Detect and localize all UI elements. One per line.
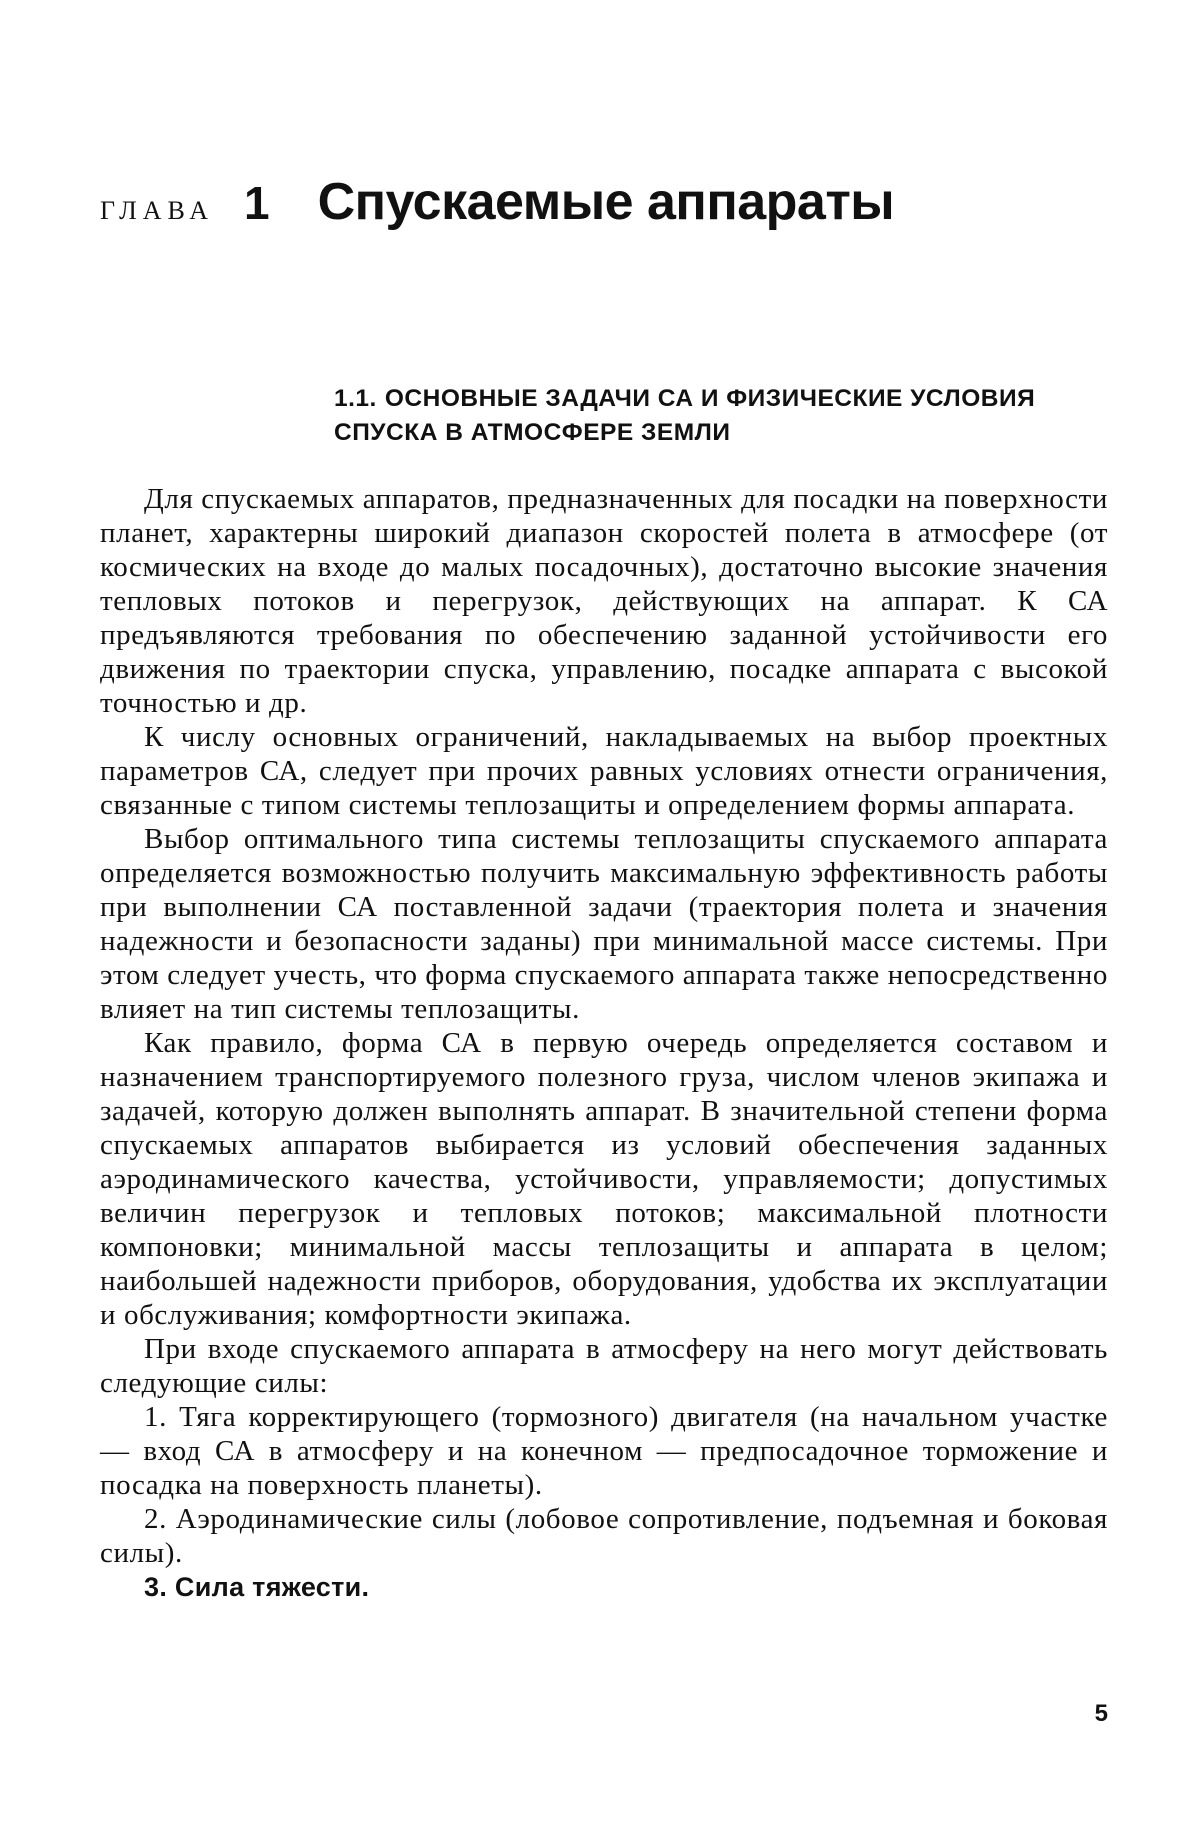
chapter-label: ГЛАВА [100,196,214,225]
paragraph: К числу основных ограничений, накладываемых на выбор проектных параметров СА, следует при прочих равных условиях отнести ограничения, связанные с типом системы теплозащиты и определением формы аппарата. [100,721,1108,821]
body-text [100,482,1108,1604]
list-item: 3. Сила тяжести. [144,1572,370,1602]
paragraph: Выбор оптимального типа системы теплозащиты спускаемого аппарата определяется возможностью получить максимальную эффективность работы при выполнении СА поставленной задачи (траектория полета и значения надежности и безопасности заданы) при минимальной массе системы. При этом следует учесть, что форма спускаемого аппарата также непосредственно влияет на тип системы теплозащиты. [100,823,1108,1025]
chapter-header [100,172,894,232]
section-number: 1.1. [334,385,377,412]
chapter-title: Спускаемые аппараты [317,173,895,231]
paragraph: Как правило, форма СА в первую очередь определяется составом и назначением транспортируемого полезного груза, числом членов экипажа и задачей, которую должен выполнять аппарат. В значительной степени форма спускаемых аппаратов выбирается из условий обеспечения заданных аэродинамического качества, устойчивости, управляемости; допустимых величин перегрузок и тепловых потоков; максимальной плотности компоновки; минимальной массы теплозащиты и аппарата в целом; наибольшей надежности приборов, оборудования, удобства их эксплуатации и обслуживания; комфортности экипажа. [100,1027,1108,1331]
section-heading [334,382,1124,450]
list-item: 2. Аэродинамические силы (лобовое сопротивление, подъемная и боковая силы). [100,1503,1108,1569]
section-title: ОСНОВНЫЕ ЗАДАЧИ СА И ФИЗИЧЕСКИЕ УСЛОВИЯ СПУСКА В АТМОСФЕРЕ ЗЕМЛИ [334,385,1036,446]
paragraph: Для спускаемых аппаратов, предназначенных для посадки на поверхности планет, характерны широкий диапазон скоростей полета в атмосфере (от космических на входе до малых посадочных), достаточно высокие значения тепловых потоков и перегрузок, действующих на аппарат. К СА предъявляются требования по обеспечению заданной устойчивости его движения по траектории спуска, управлению, посадке аппарата с высокой точностью и др. [100,483,1108,719]
paragraph: При входе спускаемого аппарата в атмосферу на него могут действовать следующие силы: [100,1333,1108,1399]
list-item: 1. Тяга корректирующего (тормозного) двигателя (на начальном участке — вход СА в атмосферу и на конечном — предпосадочное торможение и посадка на поверхность планеты). [100,1401,1108,1501]
chapter-number: 1 [243,177,270,229]
page-number: 5 [1094,1700,1108,1727]
